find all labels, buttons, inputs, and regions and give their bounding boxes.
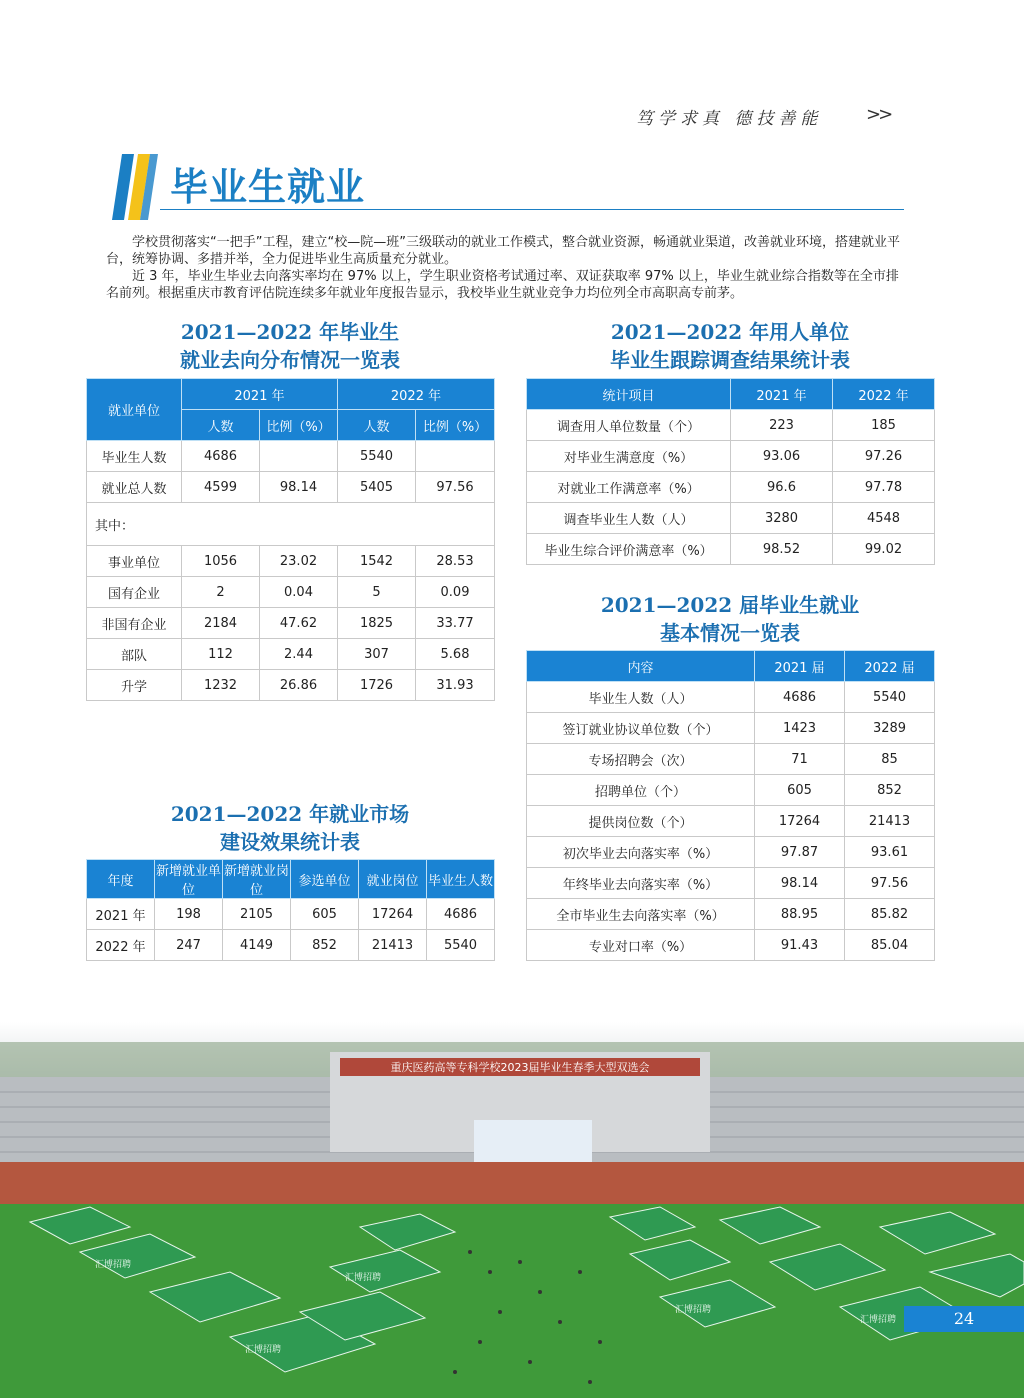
table-cell: 调查用人单位数量（个） (527, 410, 731, 441)
chevron-right-icon: >> (866, 104, 891, 125)
table3-header-2021: 2021 届 (755, 651, 845, 682)
table2-header-2021: 2021 年 (731, 379, 833, 410)
table-cell (416, 441, 495, 472)
table4-header-participants: 参选单位 (291, 860, 359, 899)
table-row (527, 899, 935, 930)
table-cell: 部队 (87, 639, 182, 670)
table-cell (260, 441, 338, 472)
tent-label: 汇博招聘 (245, 1345, 282, 1355)
table-cell: 2.44 (260, 639, 338, 670)
table-cell: 专业对口率（%） (527, 930, 755, 961)
tent-label: 汇博招聘 (95, 1260, 132, 1270)
table-cell: 4149 (223, 930, 291, 961)
table-cell: 5540 (427, 930, 495, 961)
table4-header-new-posts: 新增就业岗位 (223, 860, 291, 899)
table-cell: 4686 (182, 441, 260, 472)
table-cell: 26.86 (260, 670, 338, 701)
table1-employment-distribution (86, 378, 495, 701)
table-cell: 71 (755, 744, 845, 775)
table-cell: 3280 (731, 503, 833, 534)
table-cell: 1726 (338, 670, 416, 701)
table2-title-line1: 2021—2022 年用人单位 (610, 320, 850, 344)
table4-header-new-units: 新增就业单位 (155, 860, 223, 899)
table1-header-ratio: 比例（%） (416, 410, 495, 441)
table-cell: 88.95 (755, 899, 845, 930)
tent-label: 汇博招聘 (675, 1305, 712, 1315)
table1-title (86, 318, 494, 374)
table-cell: 17264 (359, 899, 427, 930)
table-cell: 112 (182, 639, 260, 670)
table-cell: 5 (338, 577, 416, 608)
tent-label: 汇博招聘 (345, 1273, 382, 1283)
table4-job-market-results (86, 859, 495, 961)
table-cell: 98.14 (260, 472, 338, 503)
title-divider (160, 209, 904, 210)
table-cell: 91.43 (755, 930, 845, 961)
table-cell: 0.04 (260, 577, 338, 608)
table-cell: 198 (155, 899, 223, 930)
table-cell: 初次毕业去向落实率（%） (527, 837, 755, 868)
table-cell: 5405 (338, 472, 416, 503)
table2-title-line2: 毕业生跟踪调查结果统计表 (610, 348, 850, 372)
table-cell: 提供岗位数（个） (527, 806, 755, 837)
table2-employer-survey (526, 378, 935, 565)
table-cell: 93.61 (845, 837, 935, 868)
table1-header-2021: 2021 年 (182, 379, 338, 410)
table-cell: 93.06 (731, 441, 833, 472)
table-cell: 1542 (338, 546, 416, 577)
table-cell: 签订就业协议单位数（个） (527, 713, 755, 744)
table-row (527, 503, 935, 534)
table-cell: 调查毕业生人数（人） (527, 503, 731, 534)
table-row (87, 608, 495, 639)
table1-title-line2: 就业去向分布情况一览表 (180, 348, 400, 372)
table-cell: 1056 (182, 546, 260, 577)
table-cell: 专场招聘会（次） (527, 744, 755, 775)
table-cell: 98.52 (731, 534, 833, 565)
table-cell: 5540 (338, 441, 416, 472)
table1-subheading: 其中： (87, 503, 495, 546)
header-motto: 笃学求真 德技善能 (636, 109, 823, 129)
page-number: 24 (904, 1306, 1024, 1332)
table-cell: 对就业工作满意率（%） (527, 472, 731, 503)
table-cell: 全市毕业生去向落实率（%） (527, 899, 755, 930)
table2-title (526, 318, 934, 374)
table-cell: 31.93 (416, 670, 495, 701)
table-cell: 33.77 (416, 608, 495, 639)
table3-header-2022: 2022 届 (845, 651, 935, 682)
table1-header-ratio: 比例（%） (260, 410, 338, 441)
table-cell: 2105 (223, 899, 291, 930)
table4-header-year: 年度 (87, 860, 155, 899)
table-row (87, 577, 495, 608)
table-cell: 47.62 (260, 608, 338, 639)
table2-header-item: 统计项目 (527, 379, 731, 410)
table4-header-posts: 就业岗位 (359, 860, 427, 899)
table-cell: 4548 (833, 503, 935, 534)
table-row (87, 472, 495, 503)
table1-header-count: 人数 (182, 410, 260, 441)
section-title: 毕业生就业 (170, 165, 366, 209)
table2-header-2022: 2022 年 (833, 379, 935, 410)
table-cell: 97.87 (755, 837, 845, 868)
table3-title-line2: 基本情况一览表 (660, 621, 800, 645)
intro-paragraph-1: 学校贯彻落实“一把手”工程，建立“校—院—班”三级联动的就业工作模式，整合就业资源，畅通就业渠道，改善就业环境，搭建就业平台，统筹协调、多措并举，全力促进毕业生高质量充分就业。 (106, 235, 900, 267)
table-cell: 2 (182, 577, 260, 608)
table-row (527, 775, 935, 806)
intro-paragraph-2: 近 3 年，毕业生毕业去向落实率均在 97% 以上，学生职业资格考试通过率、双证获取率 97% 以上，毕业生就业综合指数等在全市排名前列。根据重庆市教育评估院连续多年就业年度报告显示，我校毕业生就业竞争力均位列全市高职高专前茅。 (106, 269, 899, 301)
table-row (87, 930, 495, 961)
table-cell: 17264 (755, 806, 845, 837)
table-cell: 98.14 (755, 868, 845, 899)
table-row (527, 868, 935, 899)
table-row (87, 899, 495, 930)
table-cell: 升学 (87, 670, 182, 701)
table-cell: 4686 (427, 899, 495, 930)
table-cell: 85.82 (845, 899, 935, 930)
table-cell: 97.26 (833, 441, 935, 472)
table3-title-line1: 2021—2022 届毕业生就业 (600, 593, 860, 617)
table-cell: 1423 (755, 713, 845, 744)
table-row (87, 670, 495, 701)
table-cell: 852 (291, 930, 359, 961)
table3-title (526, 591, 934, 647)
table-row (527, 410, 935, 441)
table4-title-line1: 2021—2022 年就业市场 (170, 802, 410, 826)
table-cell: 事业单位 (87, 546, 182, 577)
table1-title-line1: 2021—2022 年毕业生 (180, 320, 400, 344)
table-cell: 2184 (182, 608, 260, 639)
table-cell: 2021 年 (87, 899, 155, 930)
table-cell: 1232 (182, 670, 260, 701)
table-row (527, 930, 935, 961)
table-cell: 招聘单位（个） (527, 775, 755, 806)
tent-label: 汇博招聘 (860, 1315, 897, 1325)
job-fair-illustration (0, 1022, 1024, 1398)
table-cell: 21413 (845, 806, 935, 837)
table-cell: 毕业生综合评价满意率（%） (527, 534, 731, 565)
table-cell: 2022 年 (87, 930, 155, 961)
table-row (527, 806, 935, 837)
table-cell: 就业总人数 (87, 472, 182, 503)
table-cell: 185 (833, 410, 935, 441)
table4-title-line2: 建设效果统计表 (220, 830, 360, 854)
table-cell: 非国有企业 (87, 608, 182, 639)
table-cell: 852 (845, 775, 935, 806)
table-row (527, 744, 935, 775)
table4-header-graduates: 毕业生人数 (427, 860, 495, 899)
table-row (527, 682, 935, 713)
table-cell: 97.78 (833, 472, 935, 503)
table-cell: 对毕业生满意度（%） (527, 441, 731, 472)
table-cell: 年终毕业去向落实率（%） (527, 868, 755, 899)
table3-header-content: 内容 (527, 651, 755, 682)
job-fair-photo (0, 1022, 1024, 1398)
table-cell: 28.53 (416, 546, 495, 577)
table-row (87, 546, 495, 577)
table-cell: 国有企业 (87, 577, 182, 608)
table-cell: 21413 (359, 930, 427, 961)
table-cell: 97.56 (416, 472, 495, 503)
table-row (527, 534, 935, 565)
table-cell: 605 (755, 775, 845, 806)
table1-header-2022: 2022 年 (338, 379, 495, 410)
table-cell: 5.68 (416, 639, 495, 670)
table-cell: 605 (291, 899, 359, 930)
table-cell: 4686 (755, 682, 845, 713)
table-cell: 毕业生人数 (87, 441, 182, 472)
table-row (87, 503, 495, 546)
table3-graduate-employment-basics (526, 650, 935, 961)
table-cell: 247 (155, 930, 223, 961)
banner-text: 重庆医药高等专科学校2023届毕业生春季大型双选会 (390, 1061, 650, 1074)
table-row (87, 639, 495, 670)
table-row (87, 441, 495, 472)
section-decoration-icon (112, 154, 158, 220)
table-cell: 223 (731, 410, 833, 441)
table-cell: 307 (338, 639, 416, 670)
table-row (527, 472, 935, 503)
table-cell: 85 (845, 744, 935, 775)
table-cell: 23.02 (260, 546, 338, 577)
table-cell: 85.04 (845, 930, 935, 961)
table-cell: 0.09 (416, 577, 495, 608)
table4-title (86, 800, 494, 856)
table-cell: 毕业生人数（人） (527, 682, 755, 713)
table-row (527, 441, 935, 472)
table-cell: 4599 (182, 472, 260, 503)
table-cell: 96.6 (731, 472, 833, 503)
table1-header-unit: 就业单位 (87, 379, 182, 441)
table-row (527, 713, 935, 744)
table-cell: 97.56 (845, 868, 935, 899)
table-cell: 1825 (338, 608, 416, 639)
table-row (527, 837, 935, 868)
table-cell: 5540 (845, 682, 935, 713)
intro-text (106, 234, 906, 302)
table1-header-count: 人数 (338, 410, 416, 441)
table-cell: 99.02 (833, 534, 935, 565)
table-cell: 3289 (845, 713, 935, 744)
